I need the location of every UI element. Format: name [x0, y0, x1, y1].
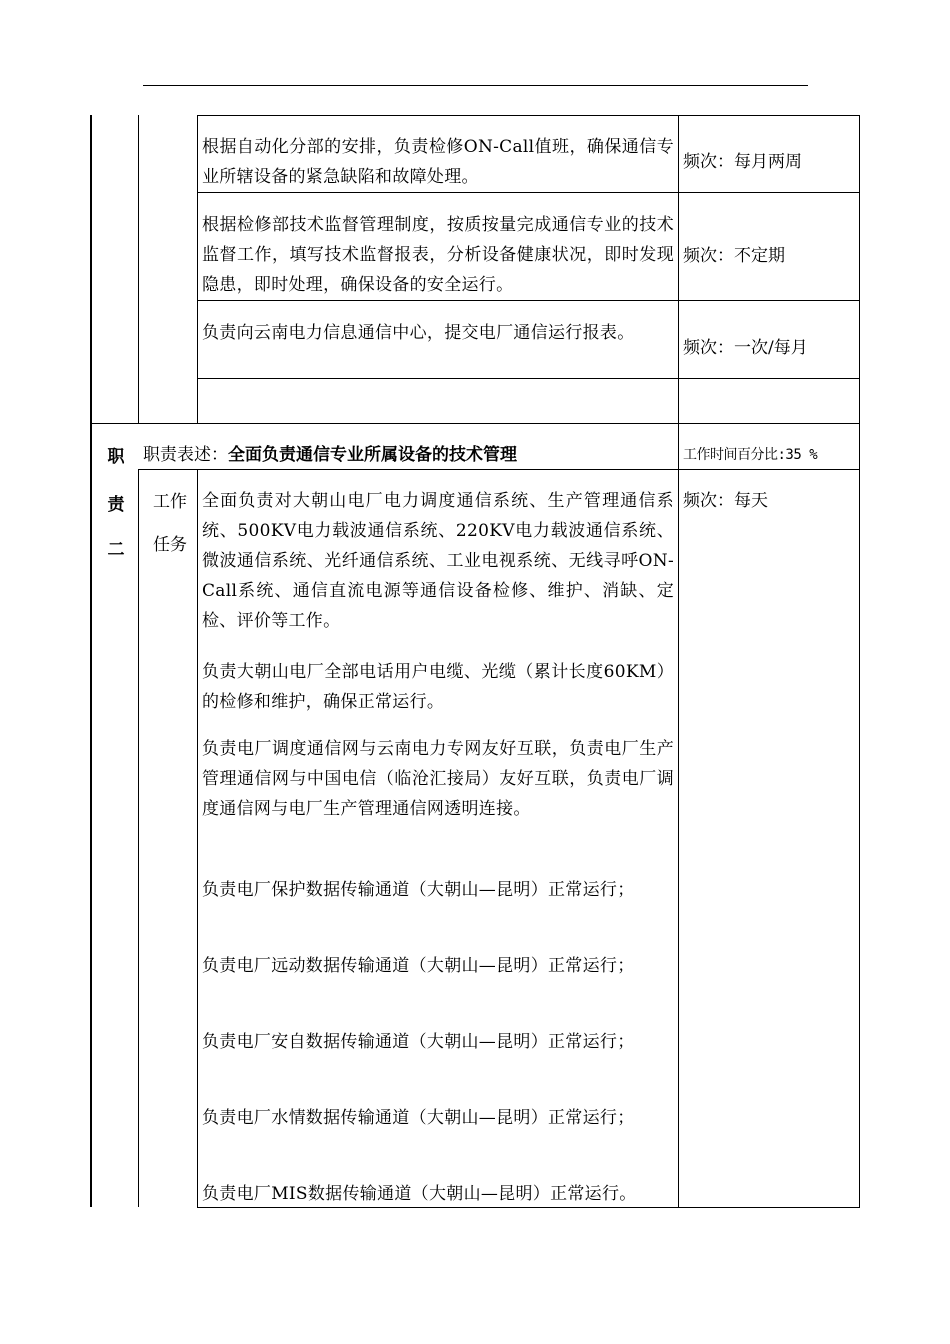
duty-label-char: 责 — [107, 495, 125, 515]
task-text: 全面负责对大朝山电厂电力调度通信系统、生产管理通信系统、500KV电力载波通信系统、220KV电力载波通信系统、微波通信系统、光纤通信系统、工业电视系统、无线寻呼ON-Call系统、通信直流电源等通信设备检修、维护、消缺、定检、评价等工作。 — [202, 491, 674, 631]
table-row-divider — [91, 423, 860, 424]
frequency-text: 频次：每月两周 — [683, 152, 802, 172]
duty-description-text: 全面负责通信专业所属设备的技术管理 — [228, 445, 517, 465]
table-col-divider-1 — [138, 469, 139, 1207]
table-left-border — [90, 115, 92, 1207]
task-text: 负责向云南电力信息通信中心，提交电厂通信运行报表。 — [202, 323, 635, 343]
table-row-divider — [197, 192, 860, 193]
duty-label-char: 职 — [107, 447, 125, 467]
task-text: 负责电厂远动数据传输通道（大朝山—昆明）正常运行； — [202, 956, 635, 976]
table-row-divider — [197, 378, 860, 379]
table-col-divider-2 — [197, 115, 198, 423]
table-col-divider-3 — [678, 115, 679, 1207]
header-rule — [143, 85, 808, 86]
task-text: 负责电厂安自数据传输通道（大朝山—昆明）正常运行； — [202, 1032, 635, 1052]
duty-description-label: 职责表述： — [143, 445, 228, 465]
frequency-text: 频次：每天 — [683, 491, 768, 511]
table-right-border — [859, 115, 860, 1207]
table-col-divider-1 — [138, 115, 139, 423]
frequency-text: 频次：不定期 — [683, 246, 785, 266]
task-text: 根据自动化分部的安排，负责检修ON-Call值班，确保通信专业所辖设备的紧急缺陷和故障处理。 — [202, 137, 674, 187]
task-text: 负责电厂水情数据传输通道（大朝山—昆明）正常运行； — [202, 1108, 635, 1128]
frequency-text: 频次：一次/每月 — [683, 338, 808, 358]
duty-description — [143, 440, 517, 470]
task-text: 根据检修部技术监督管理制度，按质按量完成通信专业的技术监督工作，填写技术监督报表，分析设备健康状况，即时发现隐患，即时处理，确保设备的安全运行。 — [202, 215, 674, 295]
task-text: 负责电厂调度通信网与云南电力专网友好互联，负责电厂生产管理通信网与中国电信（临沧汇接局）友好互联，负责电厂调度通信网与电厂生产管理通信网透明连接。 — [202, 739, 674, 819]
duty-label-char: 二 — [107, 540, 125, 560]
task-text: 负责电厂MIS数据传输通道（大朝山—昆明）正常运行。 — [202, 1184, 637, 1204]
table-row-divider — [197, 115, 860, 116]
task-text: 负责大朝山电厂全部电话用户电缆、光缆（累计长度60KM）的检修和维护，确保正常运行。 — [202, 662, 674, 712]
work-time-percentage: 工作时间百分比:35 % — [683, 447, 818, 463]
table-row-divider — [197, 300, 860, 301]
table-col-divider-2 — [197, 469, 198, 1207]
task-column-label: 任务 — [153, 535, 187, 555]
task-text: 负责电厂保护数据传输通道（大朝山—昆明）正常运行； — [202, 880, 635, 900]
task-column-label: 工作 — [153, 492, 187, 512]
